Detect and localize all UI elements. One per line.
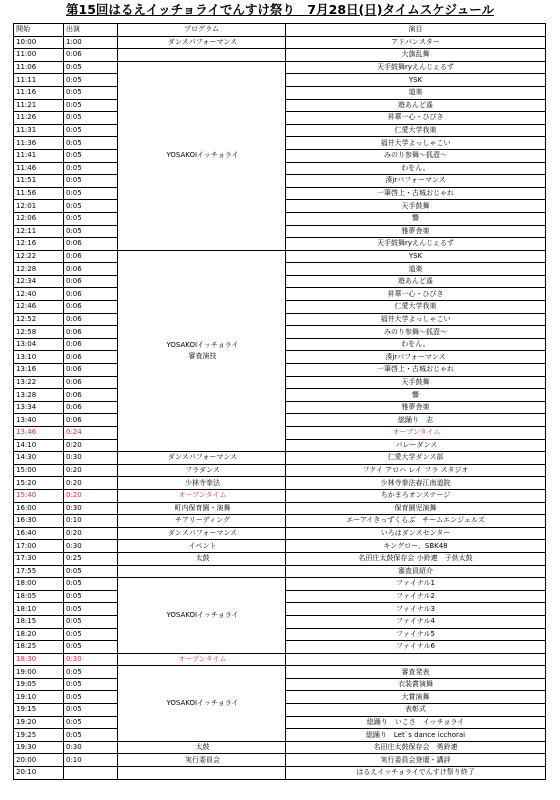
start-time: 14:10 — [14, 439, 64, 452]
start-time: 13:16 — [14, 364, 64, 377]
table-row — [14, 578, 546, 591]
act-name: はるえイッチョライでんすけ祭り終了 — [286, 767, 546, 780]
duration: 0:05 — [64, 124, 118, 137]
duration: 0:05 — [64, 162, 118, 175]
duration: 0:05 — [64, 641, 118, 654]
program-name — [118, 552, 286, 565]
start-time: 18:15 — [14, 615, 64, 628]
act-name: 審査員紹介 — [286, 565, 546, 578]
act-name: 大旗乱舞 — [286, 49, 546, 62]
start-time: 16:00 — [14, 502, 64, 515]
act-name: 天手鼓舞 — [286, 376, 546, 389]
duration: 0:05 — [64, 112, 118, 125]
program-line: ダンスパフォーマンス — [167, 37, 238, 46]
program-line: YOSAKOIイッチョライ — [166, 151, 239, 160]
table-row — [14, 515, 546, 528]
duration: 0:05 — [64, 704, 118, 717]
duration: 0:05 — [64, 603, 118, 616]
act-name: 湊jrパフォーマンス — [286, 351, 546, 364]
act-name: YSK — [286, 74, 546, 87]
program-name — [118, 653, 286, 666]
start-time: 16:30 — [14, 515, 64, 528]
header-start: 開始 — [14, 24, 64, 37]
start-time: 12:52 — [14, 313, 64, 326]
duration: 0:06 — [64, 49, 118, 62]
program-name — [286, 439, 546, 452]
start-time: 18:20 — [14, 628, 64, 641]
act-name: 総踊り 志 — [286, 414, 546, 427]
header-row — [14, 24, 546, 37]
act-name: ファイナル5 — [286, 628, 546, 641]
act-name: 仁愛大学ダンス部 — [286, 452, 546, 465]
act-name: 保育園児演舞 — [286, 502, 546, 515]
act-name: みのり参舞～狐壺～ — [286, 326, 546, 339]
program-line: 少林寺拳法 — [185, 478, 220, 487]
start-time: 15:00 — [14, 464, 64, 477]
table-row — [14, 502, 546, 515]
act-name: 道楽 — [286, 263, 546, 276]
table-row — [14, 49, 546, 62]
act-name: 審査発表 — [286, 666, 546, 679]
duration: 0:06 — [64, 288, 118, 301]
duration: 0:05 — [64, 137, 118, 150]
duration: 0:06 — [64, 326, 118, 339]
start-time: 10:00 — [14, 36, 64, 49]
program-line: オープンタイム — [178, 491, 227, 500]
start-time: 13:40 — [14, 414, 64, 427]
schedule-table — [13, 23, 546, 780]
start-time: 12:58 — [14, 326, 64, 339]
program-name — [118, 477, 286, 490]
program-name — [118, 36, 286, 49]
duration: 0:06 — [64, 414, 118, 427]
table-row — [14, 527, 546, 540]
act-name: 一筆啓上・古城おじゃれ — [286, 187, 546, 200]
program-line: オープンタイム — [178, 654, 227, 663]
duration: 0:30 — [64, 452, 118, 465]
table-row — [14, 754, 546, 767]
duration: 0:05 — [64, 175, 118, 188]
duration: 0:05 — [64, 225, 118, 238]
program-name — [118, 527, 286, 540]
start-time: 19:15 — [14, 704, 64, 717]
act-name: 天手鼓舞ryえんじぇるず — [286, 238, 546, 251]
program-line: ダンスパフォーマンス — [167, 453, 238, 462]
act-name: 名田庄太鼓保存会 勇鈴連 — [286, 741, 546, 754]
duration: 0:05 — [64, 628, 118, 641]
duration: 0:05 — [64, 578, 118, 591]
start-time: 13:34 — [14, 401, 64, 414]
program-line: 太鼓 — [195, 554, 210, 563]
act-name: 響 — [286, 212, 546, 225]
program-name — [118, 452, 286, 465]
start-time: 12:06 — [14, 212, 64, 225]
start-time: 11:21 — [14, 99, 64, 112]
duration: 0:06 — [64, 338, 118, 351]
program-name — [118, 464, 286, 477]
act-name: ファイナル4 — [286, 615, 546, 628]
act-name: 一筆啓上・古城おじゃれ — [286, 364, 546, 377]
program-name — [118, 502, 286, 515]
act-name: みのり参舞～狐壺～ — [286, 149, 546, 162]
act-name: 天手鼓舞 — [286, 200, 546, 213]
start-time: 19:25 — [14, 729, 64, 742]
program-line: 審査演技 — [188, 351, 217, 360]
start-time: 12:40 — [14, 288, 64, 301]
start-time: 11:46 — [14, 162, 64, 175]
duration: 0:05 — [64, 200, 118, 213]
start-time: 11:36 — [14, 137, 64, 150]
start-time: 18:25 — [14, 641, 64, 654]
program-line: YOSAKOIイッチョライ — [166, 699, 239, 708]
duration: 0:05 — [64, 99, 118, 112]
act-name: 少林寺拳法春江南道院 — [286, 477, 546, 490]
duration: 0:06 — [64, 250, 118, 263]
start-time: 17:30 — [14, 552, 64, 565]
start-time: 14:30 — [14, 452, 64, 465]
act-name: フクイ アロハ レイ フラ スタジオ — [286, 464, 546, 477]
start-time: 19:10 — [14, 691, 64, 704]
start-time: 12:01 — [14, 200, 64, 213]
duration: 0:06 — [64, 275, 118, 288]
start-time: 18:10 — [14, 603, 64, 616]
start-time: 19:00 — [14, 666, 64, 679]
start-time: 11:06 — [14, 61, 64, 74]
duration: 0:30 — [64, 741, 118, 754]
act-name: 昇華一心・ひびき — [286, 112, 546, 125]
act-name: 仁愛大学我楽 — [286, 301, 546, 314]
act-name: ファイナル2 — [286, 590, 546, 603]
act-name: わをん。 — [286, 338, 546, 351]
act-name: 雅夢舎楽 — [286, 401, 546, 414]
start-time: 11:00 — [14, 49, 64, 62]
program-line: YOSAKOIイッチョライ — [166, 340, 239, 349]
program-line: 町内保育園・演舞 — [174, 503, 231, 512]
act-name: 福井大学よっしゃこい — [286, 313, 546, 326]
act-name: 仁愛大学我楽 — [286, 124, 546, 137]
act-name: アドバンスター — [286, 36, 546, 49]
duration: 0:06 — [64, 351, 118, 364]
table-row — [14, 540, 546, 553]
act-name: YSK — [286, 250, 546, 263]
start-time: 20:00 — [14, 754, 64, 767]
table-row — [14, 250, 546, 263]
program-line: YOSAKOIイッチョライ — [166, 610, 239, 619]
start-time: 12:34 — [14, 275, 64, 288]
duration: 0:30 — [64, 502, 118, 515]
start-time: 18:30 — [14, 653, 64, 666]
start-time: 19:20 — [14, 716, 64, 729]
header-duration: 出演 — [64, 24, 118, 37]
duration: 0:06 — [64, 238, 118, 251]
program-line: フラダンス — [185, 466, 220, 475]
table-row — [14, 767, 546, 780]
duration: 0:06 — [64, 364, 118, 377]
act-name: 総踊り Let`s dance icchorai — [286, 729, 546, 742]
start-time: 11:41 — [14, 149, 64, 162]
act-name: わをん。 — [286, 162, 546, 175]
duration: 0:20 — [64, 477, 118, 490]
act-name: ファイナル3 — [286, 603, 546, 616]
duration: 0:05 — [64, 678, 118, 691]
start-time: 11:51 — [14, 175, 64, 188]
act-name: ファイナル1 — [286, 578, 546, 591]
duration: 0:20 — [64, 527, 118, 540]
table-row — [14, 489, 546, 502]
act-name: 大賞演舞 — [286, 691, 546, 704]
program-name — [118, 578, 286, 654]
duration: 0:05 — [64, 691, 118, 704]
start-time: 18:05 — [14, 590, 64, 603]
duration: 0:05 — [64, 615, 118, 628]
start-time: 17:55 — [14, 565, 64, 578]
duration: 0:06 — [64, 263, 118, 276]
act-name: 実行委員会登壇・講評 — [286, 754, 546, 767]
program-name — [118, 49, 286, 62]
start-time: 13:46 — [14, 427, 64, 440]
act-name: 道楽 — [286, 86, 546, 99]
act-name: 遊あんど遙 — [286, 275, 546, 288]
duration: 0:05 — [64, 86, 118, 99]
start-time: 18:00 — [14, 578, 64, 591]
schedule-body — [14, 36, 546, 779]
duration: 0:05 — [64, 187, 118, 200]
table-row — [14, 666, 546, 679]
act-name: 福井大学よっしゃこい — [286, 137, 546, 150]
duration: 1:00 — [64, 36, 118, 49]
duration: 0:06 — [64, 401, 118, 414]
act-name: ファイナル6 — [286, 641, 546, 654]
start-time: 17:00 — [14, 540, 64, 553]
duration — [64, 767, 118, 780]
header-program: プログラム — [118, 24, 286, 37]
program-name — [118, 767, 286, 780]
act-name: 天手鼓舞ryえんじぇるず — [286, 61, 546, 74]
duration: 0:20 — [64, 464, 118, 477]
duration: 0:30 — [64, 540, 118, 553]
act-name: キングロー、SBK48 — [286, 540, 546, 553]
start-time: 12:11 — [14, 225, 64, 238]
duration: 0:10 — [64, 515, 118, 528]
act-name: 表彰式 — [286, 704, 546, 717]
program-name — [118, 565, 286, 578]
start-time: 19:30 — [14, 741, 64, 754]
table-row — [14, 464, 546, 477]
program-name — [118, 741, 286, 754]
table-row — [14, 452, 546, 465]
act-name: 衣装賞演舞 — [286, 678, 546, 691]
duration: 0:05 — [64, 590, 118, 603]
table-row — [14, 552, 546, 565]
start-time: 13:28 — [14, 389, 64, 402]
duration: 0:05 — [64, 729, 118, 742]
start-time: 19:05 — [14, 678, 64, 691]
start-time: 16:40 — [14, 527, 64, 540]
program-line: バレーダンス — [395, 440, 438, 449]
program-name — [118, 666, 286, 742]
act-name: 総踊り いこさ イッチョライ — [286, 716, 546, 729]
duration: 0:30 — [64, 653, 118, 666]
start-time: 11:26 — [14, 112, 64, 125]
program-name — [118, 540, 286, 553]
duration: 0:05 — [64, 666, 118, 679]
act-name: 響 — [286, 389, 546, 402]
start-time: 20:10 — [14, 767, 64, 780]
start-time: 11:16 — [14, 86, 64, 99]
program-line: オープンタイム — [392, 428, 441, 437]
duration: 0:06 — [64, 376, 118, 389]
start-time: 13:04 — [14, 338, 64, 351]
duration: 0:05 — [64, 74, 118, 87]
header-act: 演目 — [286, 24, 546, 37]
start-time: 15:40 — [14, 489, 64, 502]
table-row — [14, 36, 546, 49]
act-name: 遊あんど遙 — [286, 99, 546, 112]
duration: 0:05 — [64, 212, 118, 225]
start-time: 15:20 — [14, 477, 64, 490]
act-name: 湊jrパフォーマンス — [286, 175, 546, 188]
act-name: 名田庄太鼓保存会 小鈴連 子供太鼓 — [286, 552, 546, 565]
program-line: 太鼓 — [195, 743, 210, 752]
program-line: イベント — [188, 541, 217, 550]
act-name: いろはダンスセンター — [286, 527, 546, 540]
duration: 0:25 — [64, 552, 118, 565]
duration: 0:06 — [64, 301, 118, 314]
start-time: 12:16 — [14, 238, 64, 251]
program-line: 実行委員会 — [185, 755, 220, 764]
program-name — [118, 489, 286, 502]
duration: 0:06 — [64, 389, 118, 402]
act-name: 雅夢舎楽 — [286, 225, 546, 238]
start-time: 12:22 — [14, 250, 64, 263]
act-name: ちかまろオンステージ — [286, 489, 546, 502]
duration: 0:24 — [64, 427, 118, 440]
start-time: 12:28 — [14, 263, 64, 276]
start-time: 11:11 — [14, 74, 64, 87]
duration: 0:05 — [64, 565, 118, 578]
duration: 0:20 — [64, 489, 118, 502]
duration: 0:05 — [64, 716, 118, 729]
program-line: ダンスパフォーマンス — [167, 529, 238, 538]
program-line: チアリーディング — [174, 516, 231, 525]
program-name — [118, 515, 286, 528]
table-row — [14, 477, 546, 490]
act-name: エーアイきっずくらぶ チームエンジェルズ — [286, 515, 546, 528]
act-name: 昇華一心・ひびき — [286, 288, 546, 301]
table-row — [14, 653, 546, 666]
table-row — [14, 741, 546, 754]
table-row — [14, 565, 546, 578]
act-name — [286, 653, 546, 666]
start-time: 13:10 — [14, 351, 64, 364]
program-name — [286, 427, 546, 440]
program-name — [118, 61, 286, 250]
duration: 0:05 — [64, 61, 118, 74]
program-name — [118, 754, 286, 767]
program-name — [118, 250, 286, 452]
page-title: 第15回はるえイッチョライでんすけ祭り 7月28日(日)タイムスケジュール — [66, 2, 494, 17]
start-time: 13:22 — [14, 376, 64, 389]
duration: 0:05 — [64, 149, 118, 162]
duration: 0:06 — [64, 313, 118, 326]
duration: 0:10 — [64, 754, 118, 767]
start-time: 11:56 — [14, 187, 64, 200]
duration: 0:20 — [64, 439, 118, 452]
start-time: 11:31 — [14, 124, 64, 137]
start-time: 12:46 — [14, 301, 64, 314]
table-row — [14, 61, 546, 74]
